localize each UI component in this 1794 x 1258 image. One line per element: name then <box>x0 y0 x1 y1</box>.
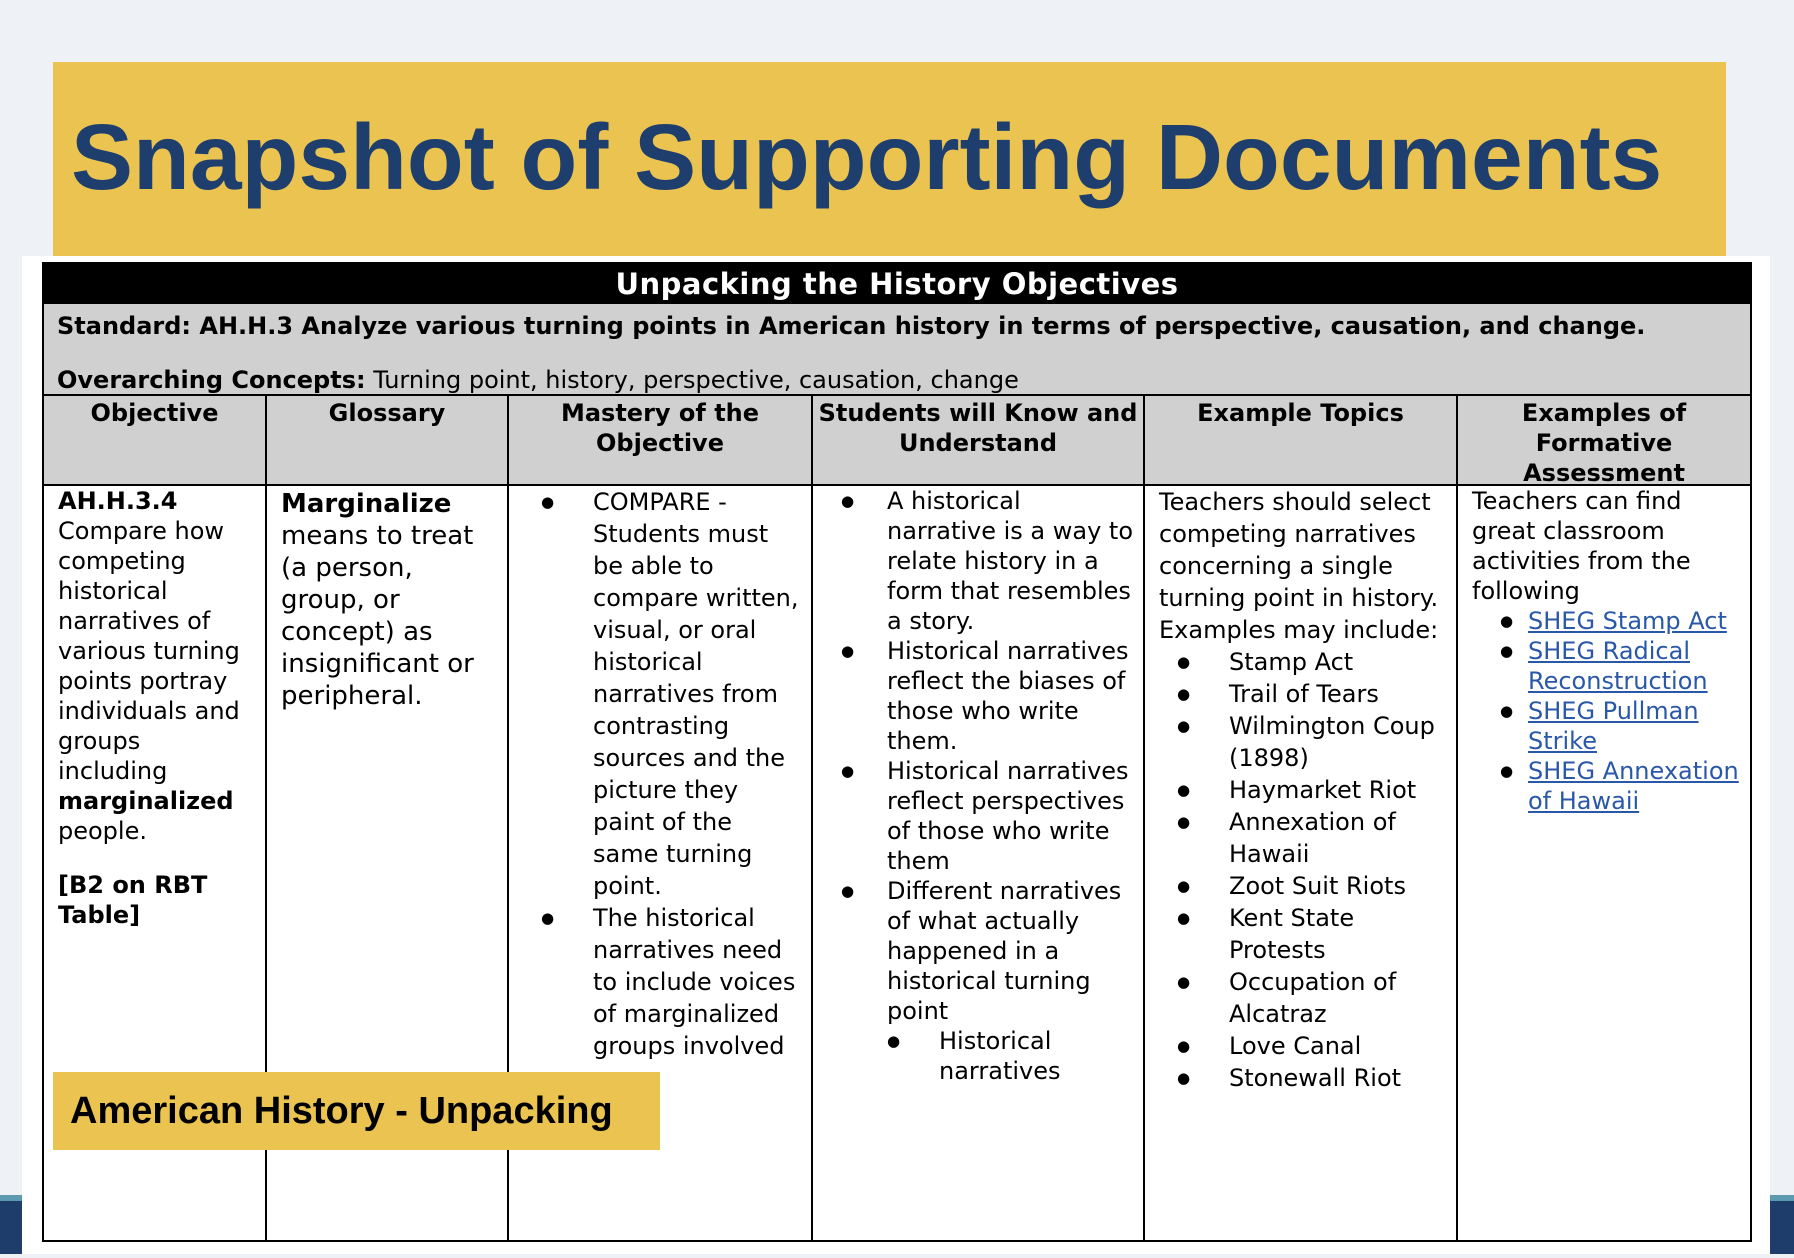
column-header: Glossary <box>267 394 507 486</box>
list-item: ● Historical narratives reflect the biases of those who write them. <box>813 636 1133 756</box>
topic-item: ● Love Canal <box>1159 1030 1446 1062</box>
know-understand-cell <box>813 486 1143 1240</box>
list-item: ● COMPARE - Students must be able to compare written, visual, or oral historical narratives from contrasting sources and the picture they paint of the same turning point. <box>509 486 801 902</box>
link-sheg-pullman-strike[interactable]: SHEG Pullman Strike <box>1528 697 1699 755</box>
list-item: ● Historical narratives reflect perspectives of those who write them <box>813 756 1133 876</box>
link-sheg-annexation-of-hawaii[interactable]: SHEG Annexation of Hawaii <box>1528 757 1739 815</box>
standard-text: Standard: AH.H.3 Analyze various turning points in American history in terms of perspective, causation, and change. <box>57 312 1646 340</box>
example-topics-cell <box>1145 486 1456 1240</box>
link-sheg-stamp-act[interactable]: SHEG Stamp Act <box>1528 607 1727 635</box>
column-know-understand <box>813 394 1145 1240</box>
column-formative-assessment <box>1458 394 1750 1240</box>
caption-label: American History - Unpacking <box>53 1072 660 1150</box>
topic-item: ● Kent State Protests <box>1159 902 1446 966</box>
column-header: Examples of Formative Assessment <box>1458 394 1750 486</box>
formative-cell <box>1458 486 1750 1240</box>
objective-code: AH.H.3.4 <box>58 487 178 515</box>
overarching-concepts <box>57 366 1019 394</box>
slide-title: Snapshot of Supporting Documents <box>71 105 1663 209</box>
column-header: Objective <box>44 394 265 486</box>
column-header: Example Topics <box>1145 394 1456 486</box>
topics-intro: Teachers should select competing narratives concerning a single turning point in history. Examples may include: <box>1159 488 1439 644</box>
concepts-label: Overarching Concepts: <box>57 366 366 394</box>
rbt-reference: [B2 on RBT Table] <box>58 871 208 929</box>
title-banner <box>53 62 1726 256</box>
topic-item: ● Zoot Suit Riots <box>1159 870 1446 902</box>
topic-item: ● Stonewall Riot <box>1159 1062 1446 1094</box>
column-header: Mastery of the Objective <box>509 394 811 486</box>
sub-list-item: ● Historical narratives <box>887 1026 1133 1086</box>
document-heading: Unpacking the History Objectives <box>44 264 1750 304</box>
topic-item: ● Occupation of Alcatraz <box>1159 966 1446 1030</box>
standard-row <box>44 304 1750 394</box>
concepts-text: Turning point, history, perspective, causation, change <box>365 366 1019 394</box>
list-item: ● The historical narratives need to include voices of marginalized groups involved <box>509 902 801 1094</box>
topic-item: ● Haymarket Riot <box>1159 774 1446 806</box>
column-example-topics <box>1145 394 1458 1240</box>
topic-item: ● Annexation of Hawaii <box>1159 806 1446 870</box>
topic-item: ● Stamp Act <box>1159 646 1446 678</box>
formative-intro: Teachers can find great classroom activities from the following <box>1472 487 1691 605</box>
glossary-definition: means to treat (a person, group, or concept) as insignificant or peripheral. <box>281 521 474 711</box>
column-header: Students will Know and Understand <box>813 394 1143 486</box>
objective-text: Compare how competing historical narratives of various turning points portray individuals and groups including marginalized people. <box>58 517 240 845</box>
topic-item: ● Wilmington Coup (1898) <box>1159 710 1446 774</box>
topic-item: ● Trail of Tears <box>1159 678 1446 710</box>
list-item: ● Different narratives of what actually happened in a historical turning point ● Historical narratives <box>813 876 1133 1086</box>
list-item: ● A historical narrative is a way to relate history in a form that resembles a story. <box>813 486 1133 636</box>
glossary-term: Marginalize <box>281 489 452 519</box>
link-sheg-radical-reconstruction[interactable]: SHEG Radical Reconstruction <box>1528 637 1708 695</box>
